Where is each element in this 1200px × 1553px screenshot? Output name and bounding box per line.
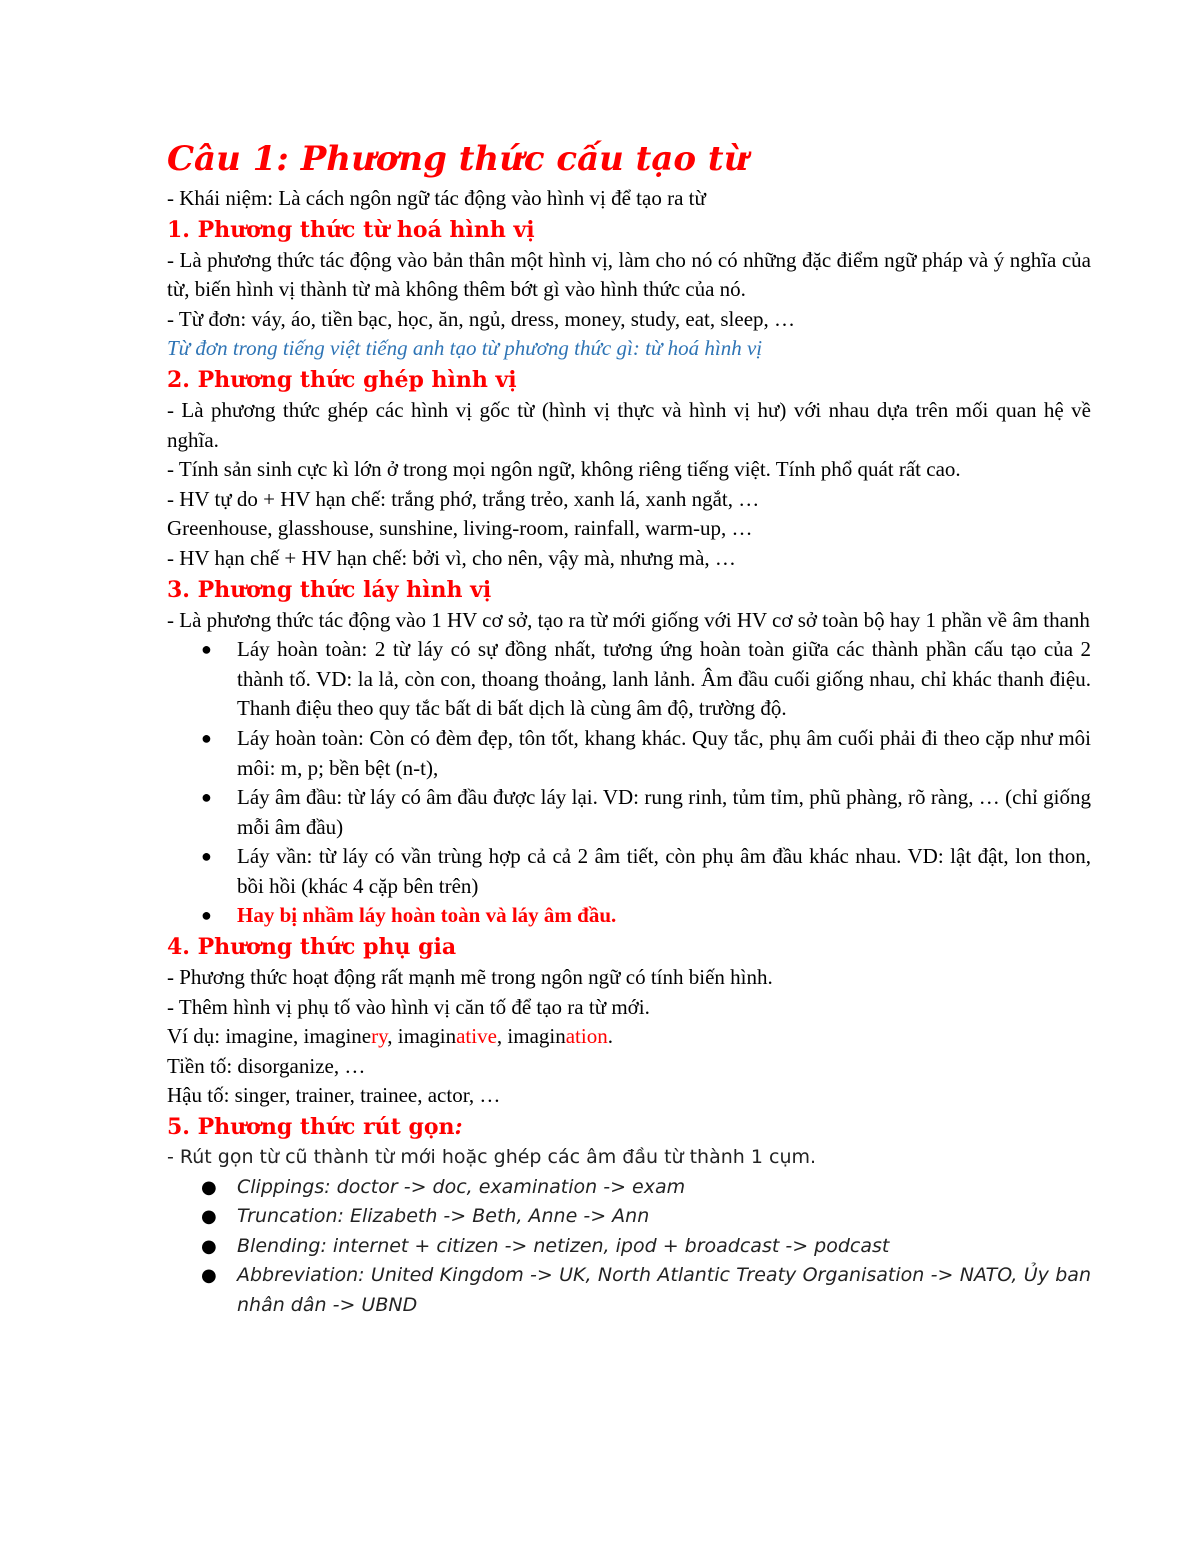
section-4-prefix-line: Tiền tố: disorganize, … [167,1053,366,1078]
section-1 [167,214,1091,364]
bullet-icon: ● [201,1206,217,1228]
bullet-icon: ● [201,846,212,867]
section-4-heading: 4. Phương thức phụ gia [167,934,457,961]
concept-line: - Khái niệm: Là cách ngôn ngữ tác động vào hình vị để tạo ra từ [167,186,706,210]
list-item [201,724,1091,783]
example-text: , imagin [387,1024,457,1049]
section-1-line-2: - Từ đơn: váy, áo, tiền bạc, học, ăn, ngủ, dress, money, study, eat, sleep, … [167,306,796,331]
section-4-line-1: - Phương thức hoạt động rất mạnh mẽ trong ngôn ngữ có tính biến hình. [167,965,773,990]
suffix-highlight: ative [456,1024,497,1049]
section-3-line-1: - Là phương thức tác động vào 1 HV cơ sở, tạo ra từ mới giống với HV cơ sở toàn bộ hay 1 phần về âm thanh [167,607,1090,632]
section-1-heading: 1. Phương thức từ hoá hình vị [167,216,535,243]
list-item [201,1173,1091,1203]
bullet-icon: ● [201,639,212,660]
bullet-icon: ● [201,727,212,748]
list-item [201,1202,1091,1232]
list-item [201,783,1091,842]
suffix-highlight: ry [371,1024,388,1049]
bullet-icon: ● [201,1265,217,1287]
list-item-text: Clippings: doctor -> doc, examination -> exam [237,1175,686,1198]
list-item [201,842,1091,901]
list-item-text: Láy vần: từ láy có vần trùng hợp cả cả 2 âm tiết, còn phụ âm đầu khác nhau. VD: lật đật, lon thon, bồi hồi (khác 4 cặp bên trên) [237,844,1091,898]
section-2-line-2: - Tính sản sinh cực kì lớn ở trong mọi ngôn ngữ, không riêng tiếng việt. Tính phổ quát rất cao. [167,457,961,482]
bullet-icon: ● [201,1176,217,1198]
section-5-heading [167,1111,1091,1143]
bullet-icon: ● [201,787,212,808]
example-text: . [607,1024,613,1049]
section-4-suffix-line: Hậu tố: singer, trainer, trainee, actor, … [167,1083,501,1108]
section-5-intro: - Rút gọn từ cũ thành từ mới hoặc ghép các âm đầu từ thành 1 cụm. [167,1146,817,1169]
list-item-warning [201,901,1091,931]
section-2 [167,364,1091,574]
section-2-line-3: - HV tự do + HV hạn chế: trắng phớ, trắng trẻo, xanh lá, xanh ngắt, … [167,486,760,511]
list-item [201,1232,1091,1262]
section-1-note: Từ đơn trong tiếng việt tiếng anh tạo từ phương thức gì: từ hoá hình vị [167,336,763,361]
list-item-text: Láy hoàn toàn: 2 từ láy có sự đồng nhất, tương ứng hoàn toàn giữa các thành phần cấu tạo của 2 thành tố. VD: la lả, còn con, thoang thoảng, lanh lảnh. Âm đầu cuối giống nhau, chỉ khác thanh điệu. Thanh điệu theo quy tắc bất di bất dịch là cùng âm độ, trường độ. [237,637,1091,721]
section-1-line-1: - Là phương thức tác động vào bản thân một hình vị, làm cho nó có những đặc điểm ngữ pháp và ý nghĩa của từ, biến hình vị thành từ mà không thêm bớt gì vào hình thức của nó. [167,247,1091,302]
section-2-line-4: Greenhouse, glasshouse, sunshine, living-room, rainfall, warm-up, … [167,516,753,541]
page-title: Câu 1: Phương thức cấu tạo từ [167,139,749,179]
list-item-text: Abbreviation: United Kingdom -> UK, North Atlantic Treaty Organisation -> NATO, Ủy ban nhân dân -> UBND [237,1264,1091,1316]
section-5-heading-colon: : [454,1114,463,1141]
document-body [167,136,1091,1321]
bullet-icon: ● [201,905,212,926]
section-4-example [167,1022,1091,1052]
list-item-text: Truncation: Elizabeth -> Beth, Anne -> Ann [237,1205,650,1228]
section-5-heading-text: 5. Phương thức rút gọn [167,1114,455,1141]
section-5-bullet-list [167,1173,1091,1321]
list-item-text: Hay bị nhầm láy hoàn toàn và láy âm đầu. [237,903,617,928]
section-2-line-1: - Là phương thức ghép các hình vị gốc từ (hình vị thực và hình vị hư) với nhau dựa trên mối quan hệ về nghĩa. [167,397,1091,452]
example-text: , imagin [496,1024,566,1049]
section-3-bullet-list [167,635,1091,931]
section-2-line-5: - HV hạn chế + HV hạn chế: bởi vì, cho nên, vậy mà, nhưng mà, … [167,545,736,570]
list-item [201,1261,1091,1320]
section-3 [167,574,1091,932]
bullet-icon: ● [201,1235,217,1257]
example-text: Ví dụ: imagine, imagine [167,1024,372,1049]
section-4 [167,931,1091,1111]
section-5 [167,1111,1091,1321]
section-3-heading: 3. Phương thức láy hình vị [167,576,492,603]
suffix-highlight: ation [565,1024,608,1049]
section-2-heading: 2. Phương thức ghép hình vị [167,366,517,393]
list-item-text: Blending: internet + citizen -> netizen, ipod + broadcast -> podcast [237,1234,890,1257]
section-4-line-2: - Thêm hình vị phụ tố vào hình vị căn tố để tạo ra từ mới. [167,994,650,1019]
list-item-text: Láy hoàn toàn: Còn có đèm đẹp, tôn tốt, khang khác. Quy tắc, phụ âm cuối phải đi theo cặp như môi môi: m, p; bền bệt (n-t), [237,725,1091,780]
list-item [201,635,1091,724]
list-item-text: Láy âm đầu: từ láy có âm đầu được láy lại. VD: rung rinh, tủm tỉm, phũ phàng, rõ ràng, … (chỉ giống mỗi âm đầu) [237,785,1091,839]
